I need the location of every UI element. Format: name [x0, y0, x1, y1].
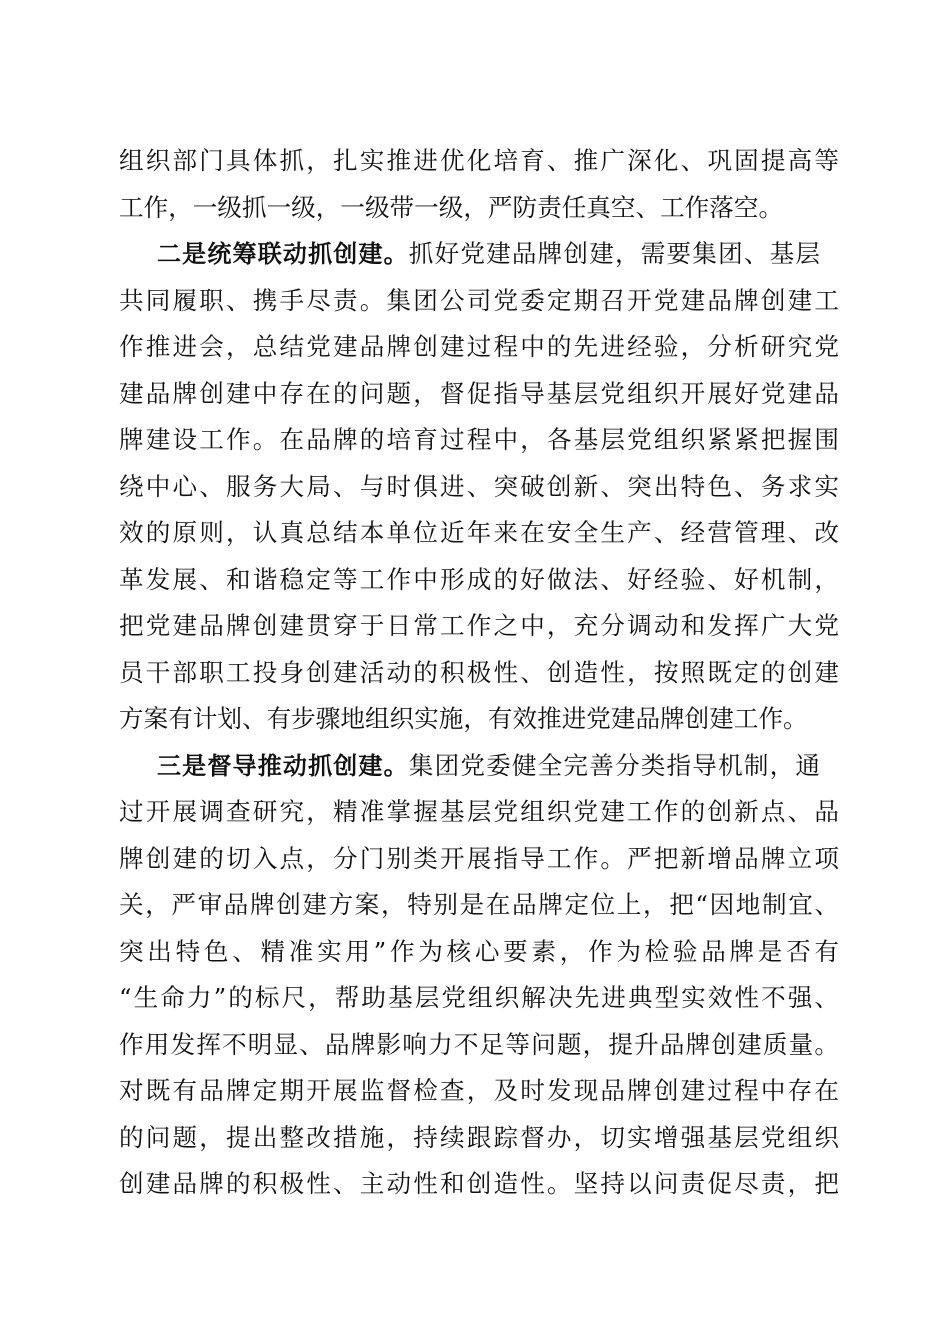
paragraph-3-line-9: 的问题，提出整改措施，持续跟踪督办，切实增强基层党组织 [119, 1123, 839, 1152]
paragraph-3-lead: 三是督导推动抓创建。 [157, 752, 409, 780]
paragraph-3-line-8: 对既有品牌定期开展监督检查，及时发现品牌创建过程中存在 [119, 1076, 839, 1105]
paragraph-3-line-7: 作用发挥不明显、品牌影响力不足等问题，提升品牌创建质量。 [119, 1030, 839, 1059]
paragraph-2-line-1 [157, 232, 820, 276]
paragraph-2-lead: 二是统筹联动抓创建。 [157, 240, 409, 268]
paragraph-3-line-1 [157, 744, 820, 788]
paragraph-2-line-5: 牌建设工作。在品牌的培育过程中，各基层党组织紧紧把握围 [119, 425, 839, 454]
paragraph-2-line-4: 建品牌创建中存在的问题，督促指导基层党组织开展好党建品 [119, 379, 839, 408]
paragraph-1-line-1: 组织部门具体抓，扎实推进优化培育、推广深化、巩固提高等 [119, 146, 839, 175]
paragraph-3-line-4: 关，严审品牌创建方案，特别是在品牌定位上，把“因地制宜、 [119, 890, 839, 919]
paragraph-2-line-7: 效的原则，认真总结本单位近年来在安全生产、经营管理、改 [119, 518, 839, 547]
paragraph-3-line-10: 创建品牌的积极性、主动性和创造性。坚持以问责促尽责，把 [119, 1169, 839, 1198]
paragraph-2-line-3: 作推进会，总结党建品牌创建过程中的先进经验，分析研究党 [119, 332, 839, 361]
paragraph-2-line-1-text: 抓好党建品牌创建，需要集团、基层 [408, 239, 820, 268]
paragraph-2-line-8: 革发展、和谐稳定等工作中形成的好做法、好经验、好机制， [119, 565, 839, 594]
paragraph-2-line-2: 共同履职、携手尽责。集团公司党委定期召开党建品牌创建工 [119, 286, 839, 315]
paragraph-3-line-5: 突出特色、精准实用”作为核心要素，作为检验品牌是否有 [119, 937, 839, 966]
paragraph-3-line-6: “生命力”的标尺，帮助基层党组织解决先进典型实效性不强、 [119, 983, 839, 1012]
paragraph-3-line-2: 过开展调查研究，精准掌握基层党组织党建工作的创新点、品 [119, 797, 839, 826]
paragraph-3-line-3: 牌创建的切入点，分门别类开展指导工作。严把新增品牌立项 [119, 844, 839, 873]
paragraph-2-line-9: 把党建品牌创建贯穿于日常工作之中，充分调动和发挥广大党 [119, 611, 839, 640]
paragraph-1-line-2: 工作，一级抓一级，一级带一级，严防责任真空、工作落空。 [119, 193, 784, 222]
paragraph-2-line-6: 绕中心、服务大局、与时俱进、突破创新、突出特色、务求实 [119, 472, 839, 501]
paragraph-2-line-11: 方案有计划、有步骤地组织实施，有效推进党建品牌创建工作。 [119, 704, 808, 733]
paragraph-2-line-10: 员干部职工投身创建活动的积极性、创造性，按照既定的创建 [119, 658, 839, 687]
paragraph-3-line-1-text: 集团党委健全完善分类指导机制，通 [408, 751, 820, 780]
